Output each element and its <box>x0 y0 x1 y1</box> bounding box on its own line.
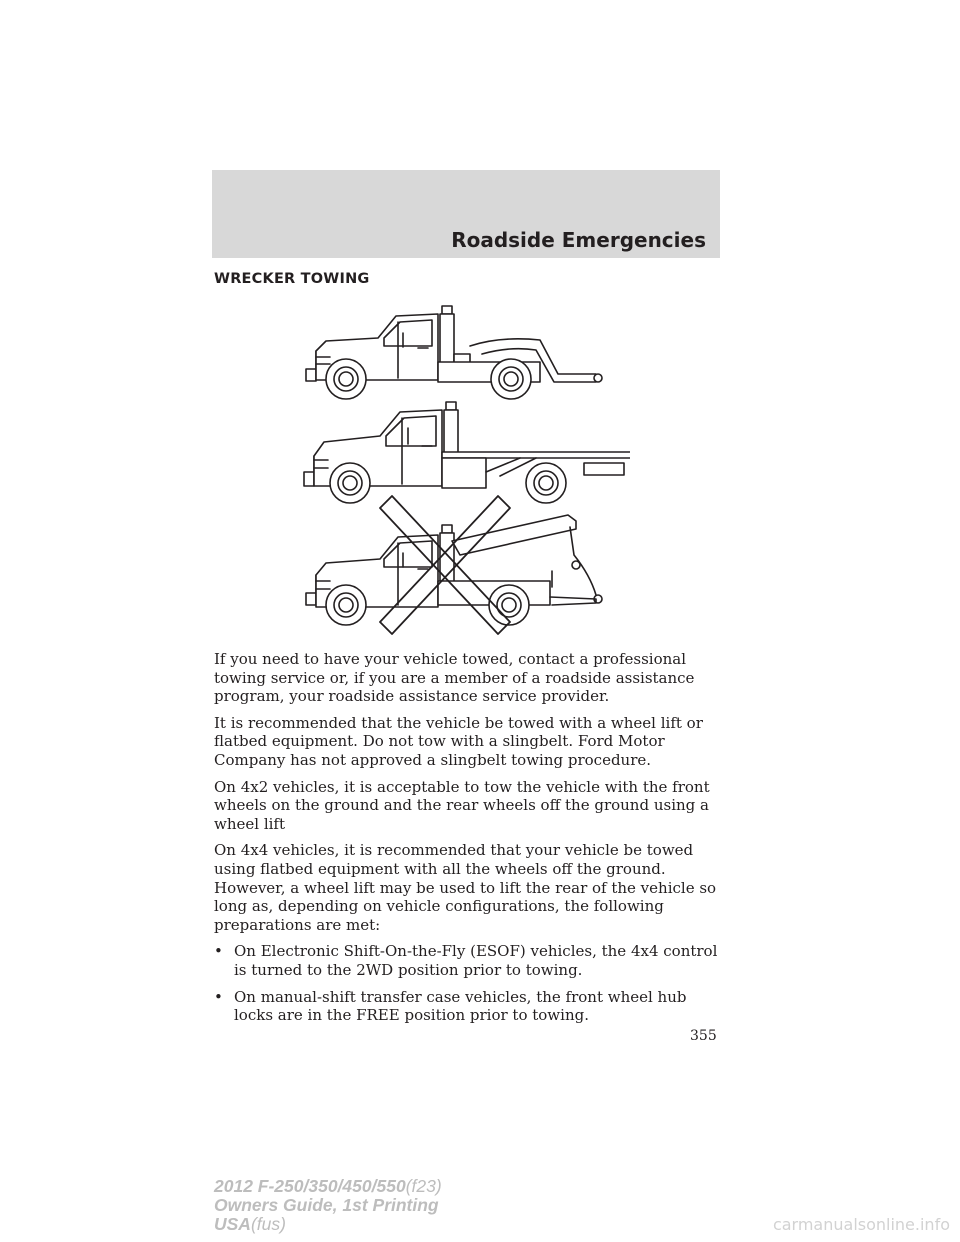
flatbed-truck <box>304 402 630 503</box>
bullet-list <box>214 942 722 1024</box>
list-item-text: On Electronic Shift-On-the-Fly (ESOF) vehicles, the 4x4 control is turned to the 2WD position prior to towing. <box>234 942 718 979</box>
footer-edition: Owners Guide, 1st Printing <box>214 1195 439 1215</box>
page-number: 355 <box>690 1028 717 1044</box>
section-title: Roadside Emergencies <box>451 228 706 252</box>
bullet-mark: • <box>214 987 223 1006</box>
list-item-text: On manual-shift transfer case vehicles, the front wheel hub locks are in the FREE position prior to towing. <box>234 987 687 1025</box>
footer-code: (f23) <box>405 1176 442 1196</box>
wheel-lift-truck <box>306 306 602 399</box>
body-text <box>214 650 722 1033</box>
footer <box>214 1177 442 1234</box>
paragraph: If you need to have your vehicle towed, contact a professional towing service or, if you are a member of a roadside assistance program, your roadside assistance service provider. <box>214 650 695 706</box>
list-item <box>214 988 722 1025</box>
paragraph: On 4x4 vehicles, it is recommended that your vehicle be towed using flatbed equipment with all the wheels off the ground. However, a wheel lift may be used to lift the rear of the vehicle so long as, depending on vehicle configurations, the following preparations are met: <box>214 841 717 934</box>
section-heading: WRECKER TOWING <box>214 271 370 287</box>
towing-illustration <box>300 300 630 645</box>
footer-market-code: (fus) <box>250 1214 286 1234</box>
boom-wrecker-truck <box>306 515 602 625</box>
watermark: carmanualsonline.info <box>772 1215 950 1234</box>
footer-model: 2012 F-250/350/450/550 <box>214 1176 406 1196</box>
header-band <box>212 170 720 258</box>
list-item <box>214 942 722 979</box>
paragraph: On 4x2 vehicles, it is acceptable to tow the vehicle with the front wheels on the ground and the rear wheels off the ground using a wheel lift <box>214 777 710 833</box>
paragraph: It is recommended that the vehicle be towed with a wheel lift or flatbed equipment. Do not tow with a slingbelt. Ford Motor Company has not approved a slingbelt towing procedure. <box>214 713 703 769</box>
footer-market: USA <box>214 1214 251 1234</box>
bullet-mark: • <box>214 942 223 961</box>
